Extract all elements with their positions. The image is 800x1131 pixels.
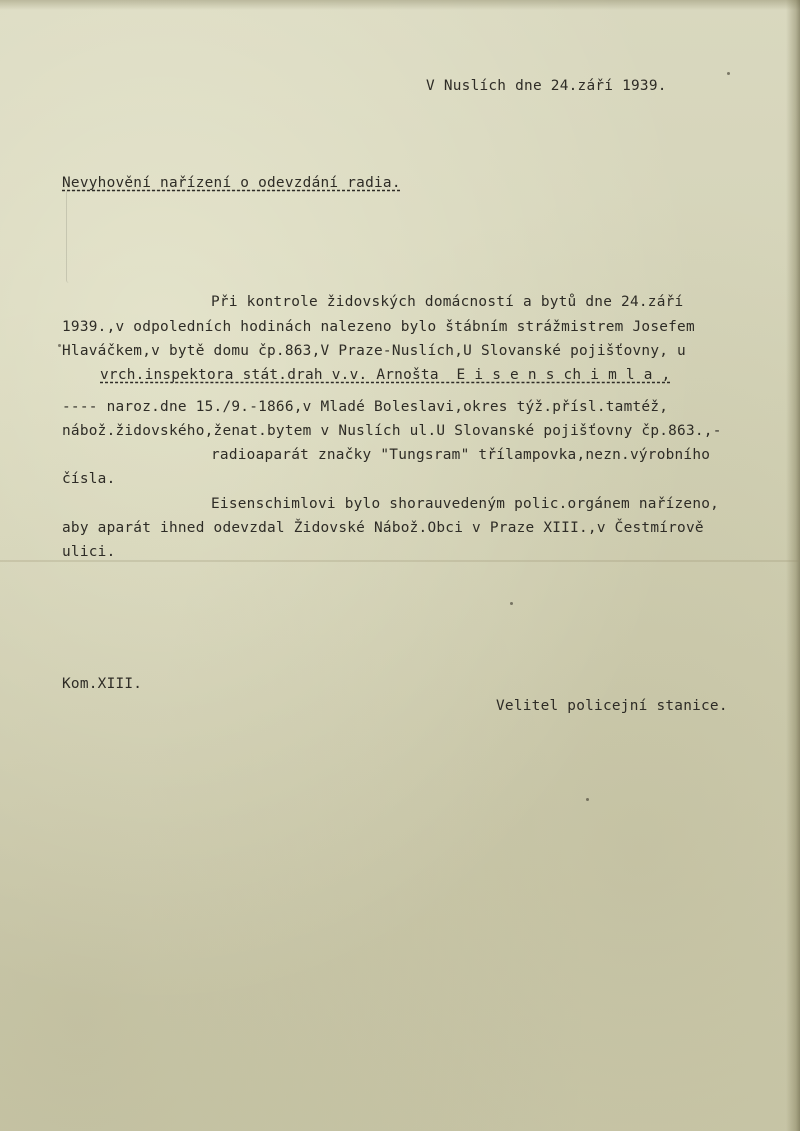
- body-line: ulici.: [62, 544, 116, 560]
- signature-line: Velitel policejní stanice.: [496, 698, 728, 714]
- faded-stamp: [66, 190, 317, 283]
- ink-speck: [510, 602, 513, 605]
- body-line: ---- naroz.dne 15./9.-1866,v Mladé Boleslavi,okres týž.přísl.tamtéž,: [62, 399, 669, 415]
- body-line: radioaparát značky "Tungsram" třílampovka,nezn.výrobního: [211, 447, 711, 463]
- body-line: čísla.: [62, 471, 116, 487]
- body-line: Při kontrole židovských domácností a bytů dne 24.září: [211, 294, 684, 310]
- body-line: Eisenschimlovi bylo shorauvedeným polic.orgánem nařízeno,: [211, 496, 720, 512]
- office-reference: Kom.XIII.: [62, 676, 143, 692]
- ink-speck: [727, 72, 730, 75]
- ink-speck: [58, 344, 61, 347]
- subject-heading: Nevyhovění nařízení o odevzdání radia.: [62, 175, 401, 191]
- page-edge-shadow: [0, 0, 800, 10]
- body-line: 1939.,v odpoledních hodinách nalezeno bylo štábním strážmistrem Josefem: [62, 319, 695, 335]
- paper-fold: [0, 560, 800, 562]
- ink-speck: [586, 798, 589, 801]
- body-line: vrch.inspektora stát.drah v.v. Arnošta E i s e n s ch i m l a ,: [100, 367, 671, 383]
- date-line: V Nuslích dne 24.září 1939.: [426, 78, 667, 94]
- body-line: Hlaváčkem,v bytě domu čp.863,V Praze-Nuslích,U Slovanské pojišťovny, u: [62, 343, 686, 359]
- body-line: nábož.židovského,ženat.bytem v Nuslích ul.U Slovanské pojišťovny čp.863.,-: [62, 423, 722, 439]
- body-line: aby aparát ihned odevzdal Židovské Nábož.Obci v Praze XIII.,v Čestmírově: [62, 520, 704, 536]
- page-edge-shadow: [786, 0, 800, 1131]
